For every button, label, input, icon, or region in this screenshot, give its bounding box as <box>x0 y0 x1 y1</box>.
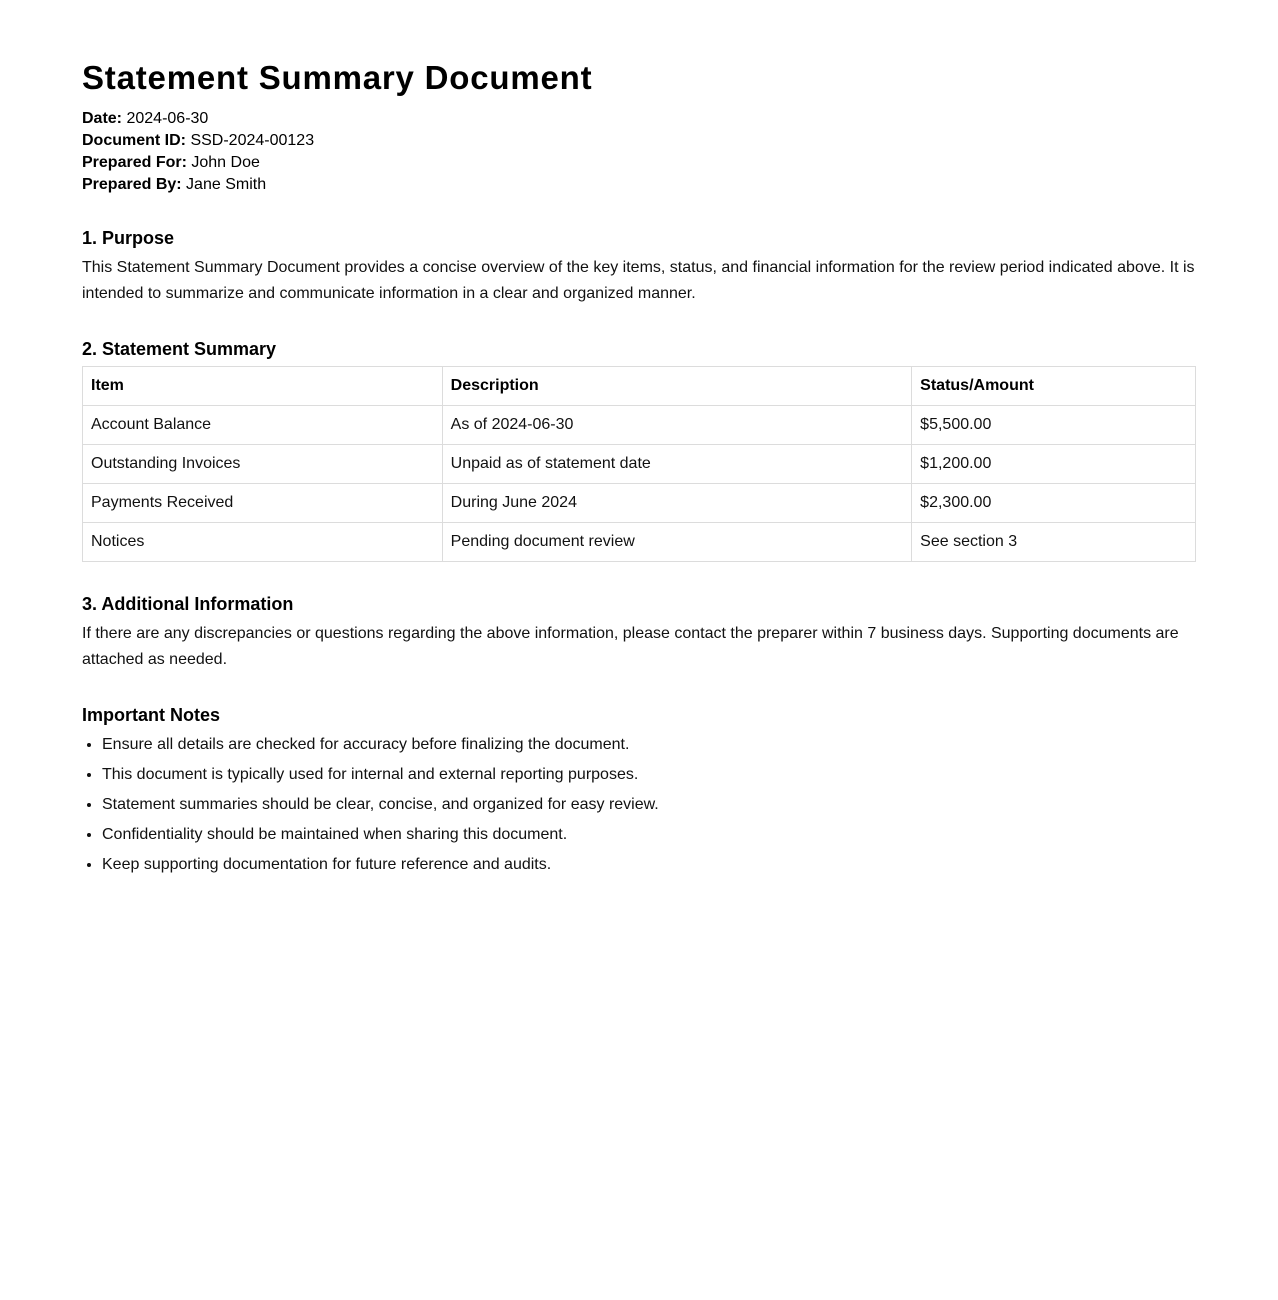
table-header-row <box>83 367 1196 406</box>
list-item: • This document is typically used for internal and external reporting purposes. <box>102 764 1196 786</box>
list-item: • Ensure all details are checked for accuracy before finalizing the document. <box>102 734 1196 756</box>
meta-document-id-label: Document ID: <box>82 132 186 149</box>
cell-item: Account Balance <box>83 406 443 445</box>
document-meta <box>82 108 1196 196</box>
document-title: Statement Summary Document <box>82 59 593 96</box>
list-item: • Statement summaries should be clear, concise, and organized for easy review. <box>102 794 1196 816</box>
cell-description: Unpaid as of statement date <box>442 445 912 484</box>
cell-status-amount: $2,300.00 <box>912 484 1196 523</box>
cell-description: Pending document review <box>442 523 912 562</box>
cell-status-amount: See section 3 <box>912 523 1196 562</box>
meta-prepared-by <box>82 174 1196 196</box>
meta-prepared-for-label: Prepared For: <box>82 154 187 171</box>
table-row <box>83 445 1196 484</box>
cell-status-amount: $1,200.00 <box>912 445 1196 484</box>
summary-section <box>82 338 1196 562</box>
important-notes-list <box>82 734 1196 876</box>
column-header-item: Item <box>83 367 443 406</box>
column-header-description: Description <box>442 367 912 406</box>
meta-prepared-for-value: John Doe <box>191 154 260 171</box>
summary-table <box>82 366 1196 562</box>
cell-description: During June 2024 <box>442 484 912 523</box>
meta-prepared-for <box>82 152 1196 174</box>
meta-prepared-by-label: Prepared By: <box>82 176 182 193</box>
list-item: • Keep supporting documentation for future reference and audits. <box>102 854 1196 876</box>
summary-heading: 2. Statement Summary <box>82 339 277 359</box>
meta-document-id <box>82 130 1196 152</box>
important-notes-heading: Important Notes <box>82 705 221 725</box>
meta-date-label: Date: <box>82 110 123 127</box>
cell-item: Notices <box>83 523 443 562</box>
meta-date <box>82 108 1196 130</box>
table-row <box>83 523 1196 562</box>
purpose-section <box>82 227 1196 307</box>
important-notes-section <box>82 704 1196 876</box>
purpose-text: This Statement Summary Document provides a concise overview of the key items, status, and financial information for the review period indicated above. It is intended to summarize and communicate information in a clear and organized manner. <box>82 259 1195 302</box>
table-row <box>83 406 1196 445</box>
cell-status-amount: $5,500.00 <box>912 406 1196 445</box>
list-item: • Confidentiality should be maintained when sharing this document. <box>102 824 1196 846</box>
additional-info-text: If there are any discrepancies or questions regarding the above information, please contact the preparer within 7 business days. Supporting documents are attached as needed. <box>82 625 1179 668</box>
table-row <box>83 484 1196 523</box>
cell-item: Outstanding Invoices <box>83 445 443 484</box>
additional-info-section <box>82 593 1196 673</box>
additional-info-heading: 3. Additional Information <box>82 594 294 614</box>
meta-prepared-by-value: Jane Smith <box>186 176 267 193</box>
column-header-status-amount: Status/Amount <box>912 367 1196 406</box>
cell-item: Payments Received <box>83 484 443 523</box>
meta-date-value: 2024-06-30 <box>126 110 209 127</box>
meta-document-id-value: SSD-2024-00123 <box>190 132 315 149</box>
purpose-heading: 1. Purpose <box>82 228 175 248</box>
cell-description: As of 2024-06-30 <box>442 406 912 445</box>
